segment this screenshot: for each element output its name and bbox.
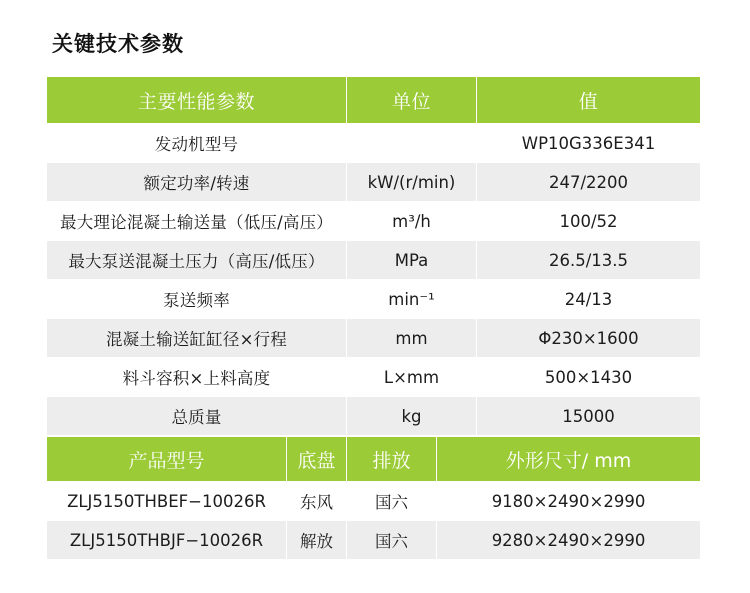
spec-value: Φ230×1600 [477, 319, 701, 358]
spec-name: 额定功率/转速 [47, 163, 347, 202]
model-table-header-row [47, 437, 701, 482]
model-table [46, 436, 701, 560]
table-row [47, 124, 701, 163]
table-row [47, 280, 701, 319]
table-row [47, 482, 701, 521]
spec-name: 料斗容积×上料高度 [47, 358, 347, 397]
spec-unit: min⁻¹ [347, 280, 477, 319]
spec-name: 总质量 [47, 397, 347, 436]
page-title: 关键技术参数 [52, 32, 184, 56]
dimensions-value: 9280×2490×2990 [437, 521, 701, 560]
spec-unit: mm [347, 319, 477, 358]
spec-value: 15000 [477, 397, 701, 436]
spec-name: 发动机型号 [47, 124, 347, 163]
chassis-value: 解放 [287, 521, 347, 560]
table-row [47, 319, 701, 358]
emission-value: 国六 [347, 482, 437, 521]
spec-value: WP10G336E341 [477, 124, 701, 163]
column-header-value: 值 [477, 77, 701, 124]
spec-unit: kW/(r/min) [347, 163, 477, 202]
spec-value: 24/13 [477, 280, 701, 319]
emission-value: 国六 [347, 521, 437, 560]
spec-value: 100/52 [477, 202, 701, 241]
spec-unit: m³/h [347, 202, 477, 241]
spec-name: 最大理论混凝土输送量（低压/高压） [47, 202, 347, 241]
dimensions-value: 9180×2490×2990 [437, 482, 701, 521]
column-header-parameter: 主要性能参数 [47, 77, 347, 124]
spec-table [46, 76, 701, 436]
spec-value: 247/2200 [477, 163, 701, 202]
model-value: ZLJ5150THBEF−10026R [47, 482, 287, 521]
spec-unit: kg [347, 397, 477, 436]
spec-name: 混凝土输送缸缸径×行程 [47, 319, 347, 358]
table-row [47, 202, 701, 241]
spec-table-header-row [47, 77, 701, 124]
column-header-dimensions: 外形尺寸/ mm [437, 437, 701, 482]
column-header-unit: 单位 [347, 77, 477, 124]
column-header-emission: 排放 [347, 437, 437, 482]
chassis-value: 东风 [287, 482, 347, 521]
spec-value: 26.5/13.5 [477, 241, 701, 280]
column-header-model: 产品型号 [47, 437, 287, 482]
table-row [47, 521, 701, 560]
spec-unit [347, 124, 477, 163]
spec-unit: MPa [347, 241, 477, 280]
table-row [47, 241, 701, 280]
table-row [47, 358, 701, 397]
spec-value: 500×1430 [477, 358, 701, 397]
model-value: ZLJ5150THBJF−10026R [47, 521, 287, 560]
spec-unit: L×mm [347, 358, 477, 397]
spec-name: 最大泵送混凝土压力（高压/低压） [47, 241, 347, 280]
column-header-chassis: 底盘 [287, 437, 347, 482]
spec-name: 泵送频率 [47, 280, 347, 319]
table-row [47, 397, 701, 436]
table-row [47, 163, 701, 202]
